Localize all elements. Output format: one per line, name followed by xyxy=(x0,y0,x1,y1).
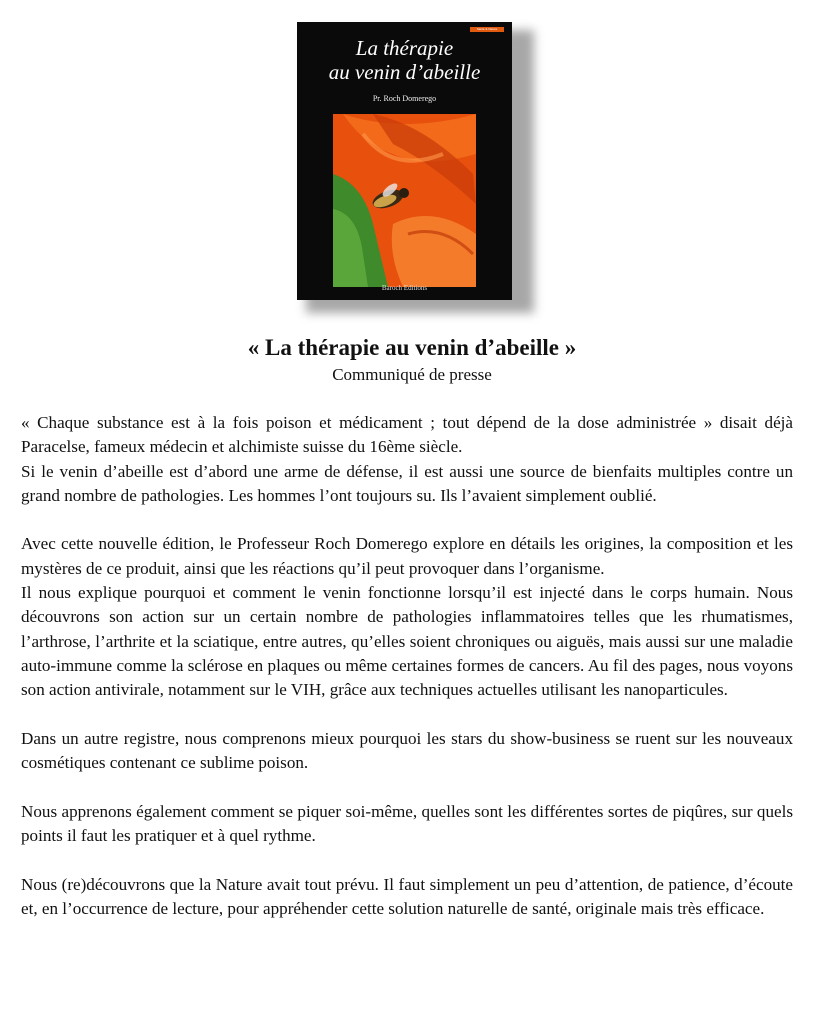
book-cover xyxy=(297,22,512,300)
paragraph-gap xyxy=(21,508,793,532)
paragraph-piqures: Nous apprenons également comment se piquer soi-même, quelles sont les différentes sortes de piqûres, sur quels points il faut les pratiquer et à quel rythme. xyxy=(21,801,793,846)
cover-title: La thérapie au venin d’abeille xyxy=(328,36,481,84)
cover-badge: Santé & Nature xyxy=(470,27,504,32)
paragraph-gap xyxy=(21,775,793,799)
page-subtitle: Communiqué de presse xyxy=(332,365,492,384)
paragraph-nature: Nous (re)découvrons que la Nature avait tout prévu. Il faut simplement un peu d’attention, de patience, d’écoute et, en l’occurrence de lecture, pour appréhender cette solution naturelle de santé, originale mais très efficace. xyxy=(21,874,793,918)
paragraph-pathologies: Il nous explique pourquoi et comment le venin fonctionne lorsqu’il est injecté dans le corps humain. Nous découvrons son action sur un certain nombre de pathologies inflammatoires telles que les rhumatismes, l’arthrose, l’arthrite et la sciatique, entre autres, qu’elles soient chroniques ou aiguës, mais aussi sur une maladie auto-immune comme la sclérose en plaques ou même certaines formes de cancers. Au fil des pages, nous voyons son action antivirale, notamment sur le VIH, grâce aux techniques actuelles utilisant les nanoparticules. xyxy=(21,583,793,700)
paragraph-cosmetiques: Dans un autre registre, nous comprenons mieux pourquoi les stars du show-business se ruent sur les nouveaux cosmétiques contenant ce sublime poison. xyxy=(21,728,793,773)
paragraph-venin-defense: Si le venin d’abeille est d’abord une arme de défense, il est aussi une source de bienfaits multiples contre un grand nombre de pathologies. Les hommes l’ont toujours su. Ils l’avaient simplement oublié. xyxy=(21,461,793,505)
paragraph-paracelse: « Chaque substance est à la fois poison et médicament ; tout dépend de la dose administrée » disait déjà Paracelse, fameux médecin et alchimiste suisse du 16ème siècle. xyxy=(21,413,793,457)
cover-author: Pr. Roch Domerego xyxy=(372,94,437,103)
press-release-body xyxy=(21,411,793,921)
paragraph-gap xyxy=(21,848,793,872)
page-title: « La thérapie au venin d’abeille » xyxy=(247,335,577,360)
paragraph-gap xyxy=(21,703,793,727)
paragraph-nouvelle-edition: Avec cette nouvelle édition, le Professeur Roch Domerego explore en détails les origines, la composition et les mystères de ce produit, ainsi que les réactions qu’il peut provoquer dans l’organisme. xyxy=(21,534,793,578)
cover-photo-bee-on-poppy xyxy=(333,114,476,287)
cover-publisher: Baroch Editions xyxy=(381,284,428,292)
poppy-bee-illustration xyxy=(333,114,476,287)
